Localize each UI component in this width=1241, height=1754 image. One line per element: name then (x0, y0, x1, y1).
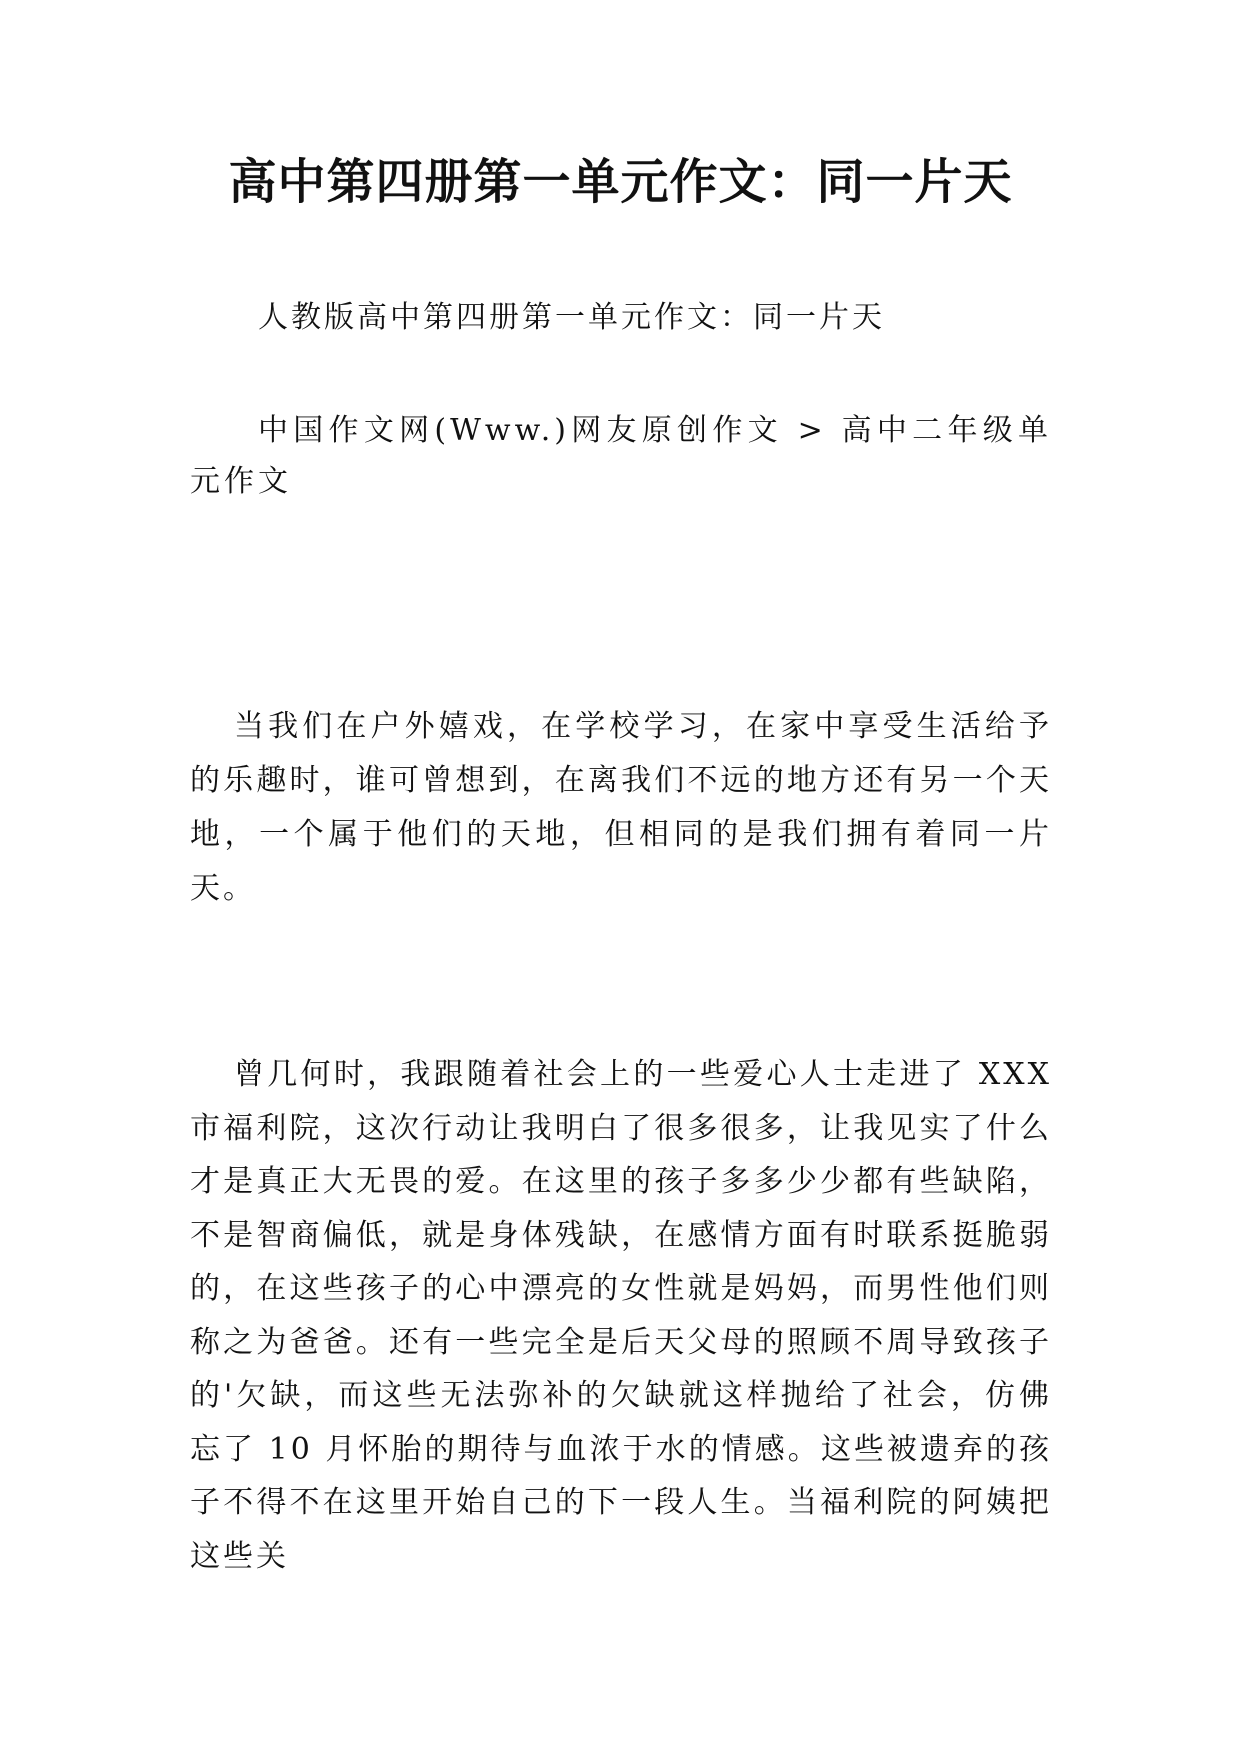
document-title: 高中第四册第一单元作文：同一片天 (228, 154, 1013, 210)
source-line: 中国作文网(Www.)网友原创作文 > 高中二年级单元作文 (190, 413, 1052, 499)
document-subtitle: 人教版高中第四册第一单元作文：同一片天 (258, 300, 885, 335)
paragraph-2: 曾几何时，我跟随着社会上的一些爱心人士走进了 XXX 市福利院，这次行动让我明白了很多很多，让我见实了什么才是真正大无畏的爱。在这里的孩子多多少少都有些缺陷，不是智商偏低，就是身体残缺，在感情方面有时联系挺脆弱的，在这些孩子的心中漂亮的女性就是妈妈，而男性他们则称之为爸爸。还有一些完全是后天父母的照顾不周导致孩子的'欠缺，而这些无法弥补的欠缺就这样抛给了社会，仿佛忘了 10 月怀胎的期待与血浓于水的情感。这些被遗弃的孩子不得不在这里开始自己的下一段人生。当福利院的阿姨把这些关 (190, 1057, 1052, 1574)
paragraph-1: 当我们在户外嬉戏，在学校学习，在家中享受生活给予的乐趣时，谁可曾想到，在离我们不远的地方还有另一个天地，一个属于他们的天地，但相同的是我们拥有着同一片天。 (190, 709, 1052, 906)
